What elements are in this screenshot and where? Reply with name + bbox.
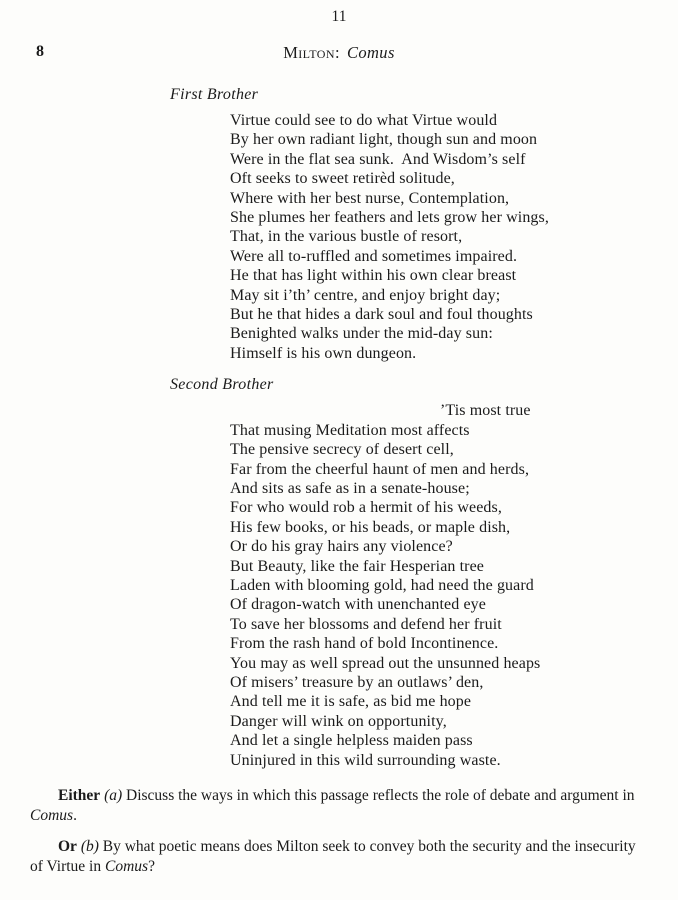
poem-line: She plumes her feathers and lets grow her wings,	[230, 209, 549, 227]
poem-line: Of dragon-watch with unenchanted eye	[230, 596, 486, 614]
poem-line: By her own radiant light, though sun and moon	[230, 131, 538, 149]
poem-line: Or do his gray hairs any violence?	[230, 538, 453, 556]
poem-line: And let a single helpless maiden pass	[230, 732, 473, 750]
poem-line: And tell me it is safe, as bid me hope	[230, 693, 472, 711]
poem-line: Uninjured in this wild surrounding waste.	[230, 751, 501, 769]
title-separator: :	[334, 43, 340, 62]
poem-line: Were in the flat sea sunk. And Wisdom’s self	[230, 150, 526, 168]
passage	[170, 85, 678, 770]
poem-line: That musing Meditation most affects	[230, 421, 470, 439]
poem-line: Oft seeks to sweet retirèd solitude,	[230, 170, 455, 188]
poem-line: Of misers’ treasure by an outlaws’ den,	[230, 673, 484, 691]
question-a-letter: (a)	[104, 787, 123, 804]
poem-line-offset: ’Tis most true	[440, 402, 531, 420]
question-b-work: Comus	[104, 858, 149, 875]
poem-line: The pensive secrecy of desert cell,	[230, 441, 454, 459]
poem-line: Far from the cheerful haunt of men and herds,	[230, 460, 530, 478]
poem-line: Danger will wink on opportunity,	[230, 712, 447, 730]
page-number: 11	[331, 8, 347, 25]
poem-line: Were all to-ruffled and sometimes impaired.	[230, 247, 518, 265]
poem-line: That, in the various bustle of resort,	[230, 228, 463, 246]
title-row	[0, 43, 678, 63]
question-number: 8	[36, 43, 44, 60]
work-name: Comus	[346, 43, 395, 62]
speaker-heading: Second Brother	[170, 376, 274, 394]
poem-line: But Beauty, like the fair Hesperian tree	[230, 557, 484, 575]
poem-line: Laden with blooming gold, had need the guard	[230, 576, 534, 594]
poem-line: Virtue could see to do what Virtue would	[230, 112, 498, 129]
poem-line: Benighted walks under the mid-day sun:	[230, 325, 493, 343]
question-a-lead: Either	[58, 787, 101, 804]
poem-line: From the rash hand of bold Incontinence.	[230, 635, 499, 653]
work-title	[0, 43, 678, 63]
poem-line: To save her blossoms and defend her fruit	[230, 615, 502, 633]
poem-line: You may as well spread out the unsunned heaps	[230, 654, 541, 672]
question-b	[30, 837, 650, 877]
poem-line: But he that hides a dark soul and foul thoughts	[230, 306, 533, 324]
poem-line: May sit i’th’ centre, and enjoy bright day;	[230, 286, 501, 304]
question-a-body: Discuss the ways in which this passage reflects the role of debate and argument in	[126, 787, 635, 804]
question-a-punct: .	[73, 807, 77, 824]
question-a	[30, 786, 650, 826]
speaker-heading: First Brother	[170, 86, 259, 103]
poem-line: Himself is his own dungeon.	[230, 344, 417, 362]
poem-line: And sits as safe as in a senate-house;	[230, 479, 470, 497]
poem-line: His few books, or his beads, or maple dish,	[230, 518, 511, 536]
question-b-letter: (b)	[80, 838, 99, 855]
question-b-body: By what poetic means does Milton seek to convey both the security and the insecurity of Virtue in	[30, 838, 636, 875]
author-name: Milton	[283, 43, 335, 62]
question-a-work: Comus	[30, 807, 74, 824]
poem-line: He that has light within his own clear breast	[230, 267, 517, 285]
poem-line: Where with her best nurse, Contemplation,	[230, 189, 510, 207]
poem-line: For who would rob a hermit of his weeds,	[230, 499, 502, 517]
question-b-lead: Or	[58, 838, 77, 855]
questions	[30, 786, 650, 877]
question-b-punct: ?	[148, 858, 155, 875]
